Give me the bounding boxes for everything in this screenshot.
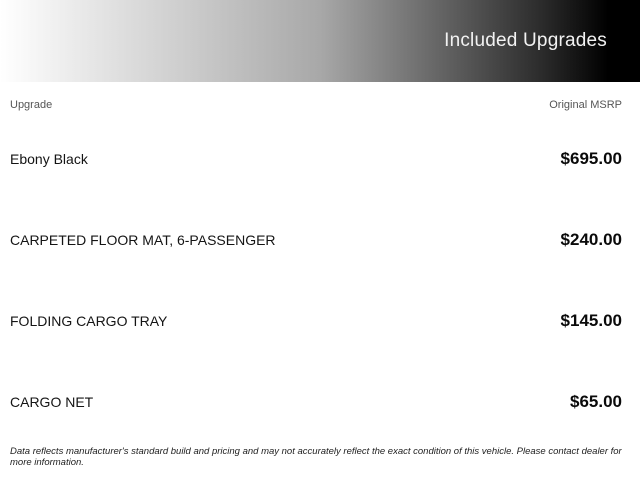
disclaimer-text: Data reflects manufacturer's standard build and pricing and may not accurately reflect the exact condition of this vehicle. Please contact dealer for more information. bbox=[10, 446, 622, 468]
header-banner bbox=[0, 0, 640, 82]
table-row bbox=[0, 361, 640, 442]
upgrade-rows bbox=[0, 118, 640, 442]
table-row bbox=[0, 118, 640, 199]
column-header-original-msrp: Original MSRP bbox=[549, 99, 622, 111]
upgrade-name: FOLDING CARGO TRAY bbox=[10, 312, 168, 329]
upgrade-name: CARGO NET bbox=[10, 393, 94, 410]
upgrade-price: $65.00 bbox=[570, 391, 622, 411]
table-row bbox=[0, 199, 640, 280]
upgrade-price: $240.00 bbox=[560, 229, 622, 249]
upgrade-name: Ebony Black bbox=[10, 150, 88, 167]
page-title: Included Upgrades bbox=[444, 30, 607, 51]
upgrade-price: $145.00 bbox=[560, 310, 622, 330]
table-column-headers bbox=[0, 82, 640, 118]
column-header-upgrade: Upgrade bbox=[10, 99, 53, 111]
upgrade-name: CARPETED FLOOR MAT, 6-PASSENGER bbox=[10, 231, 276, 248]
table-row bbox=[0, 280, 640, 361]
upgrade-price: $695.00 bbox=[560, 148, 622, 168]
